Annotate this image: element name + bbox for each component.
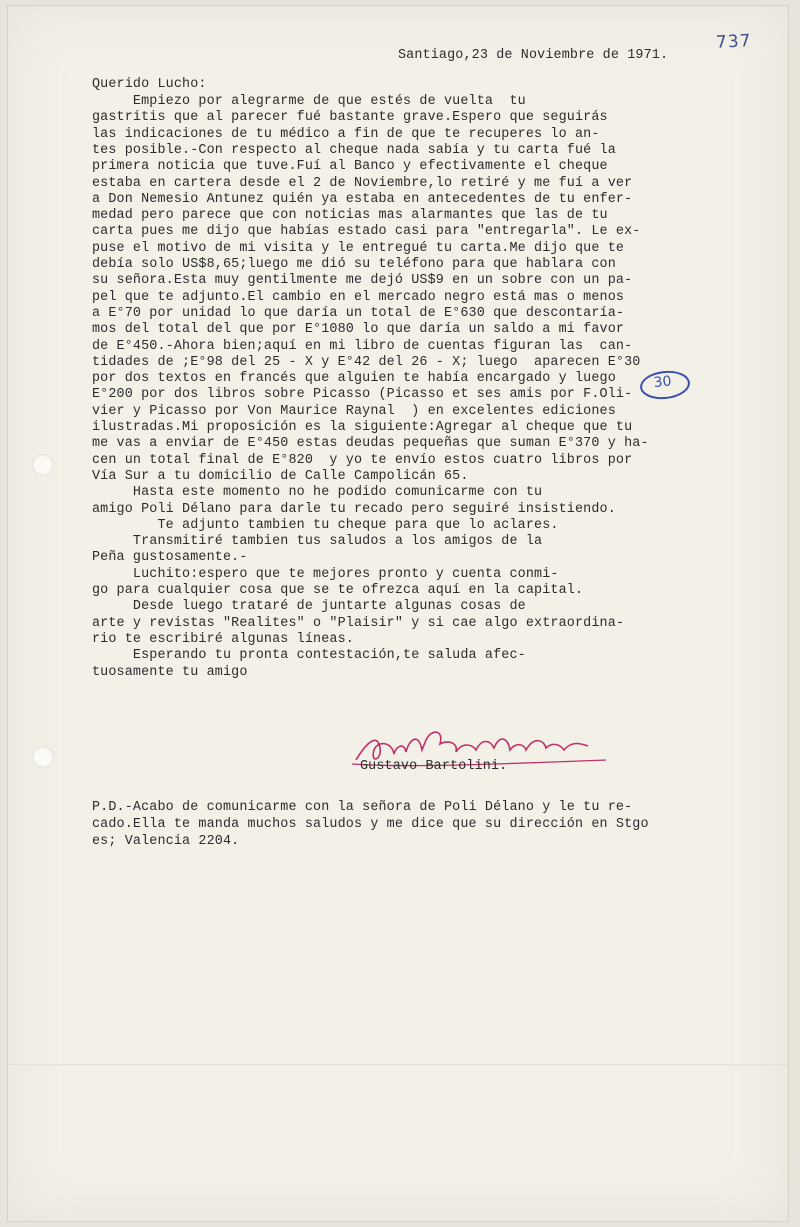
body-line: Esperando tu pronta contestación,te saluda afec- <box>92 648 526 664</box>
postscript-line: P.D.-Acabo de comunicarme con la señora de Poli Délano y le tu re- <box>92 800 633 815</box>
punch-hole <box>32 746 54 768</box>
body-line: tuosamente tu amigo <box>92 664 248 680</box>
body-line: Vía Sur a tu domicilio de Calle Campolicán 65. <box>92 468 469 484</box>
archive-number: 737 <box>715 31 752 53</box>
punch-hole <box>32 454 54 476</box>
body-line: tes posible.-Con respecto al cheque nada sabía y tu carta fué la <box>92 142 616 158</box>
body-line: E°200 por dos libros sobre Picasso (Picasso et ses amis por F.Oli- <box>92 387 633 403</box>
body-line: debía solo US$8,65;luego me dió su teléfono para que hablara con <box>92 257 616 272</box>
body-line: amigo Poli Délano para darle tu recado pero seguiré insistiendo. <box>92 501 616 517</box>
body-line: Empiezo por alegrarme de que estés de vuelta tu <box>92 94 526 109</box>
body-line: ilustradas.Mi proposición es la siguiente:Agregar al cheque que tu <box>92 420 633 435</box>
body-line: puse el motivo de mi visita y le entregué tu carta.Me dijo que te <box>92 240 625 256</box>
body-line: Te adjunto tambien tu cheque para que lo aclares. <box>92 517 559 533</box>
postscript-line: es; Valencia 2204. <box>92 834 240 849</box>
body-line: de E°450.-Ahora bien;aquí en mi libro de cuentas figuran las can- <box>92 338 633 354</box>
body-line: Hasta este momento no he podido comunicarme con tu <box>92 485 543 501</box>
body-line: por dos textos en francés que alguien te había encargado y luego <box>92 371 616 387</box>
body-line: vier y Picasso por Von Maurice Raynal ) en excelentes ediciones <box>92 403 616 419</box>
handwritten-note: 30 <box>652 373 673 392</box>
body-line: las indicaciones de tu médico a fin de que te recuperes lo an- <box>92 126 600 142</box>
salutation: Querido Lucho: <box>92 77 207 92</box>
body-line: arte y revistas "Realites" o "Plaisir" y si cae algo extraordina- <box>92 615 625 631</box>
body-line: me vas a enviar de E°450 estas deudas pequeñas que suman E°370 y ha- <box>92 436 649 452</box>
signature-name: Gustavo Bartolini. <box>360 759 508 774</box>
body-line: a Don Nemesio Antunez quién ya estaba en antecedentes de tu enfer- <box>92 191 633 207</box>
body-line: Peña gustosamente.- <box>92 550 248 566</box>
body-line: carta pues me dijo que habías estado casi para "entregarla". Le ex- <box>92 224 641 240</box>
postscript-line: cado.Ella te manda muchos saludos y me dice que su dirección en Stgo <box>92 817 649 832</box>
page-fold <box>8 1064 788 1066</box>
body-line: medad pero parece que con noticias mas alarmantes que las de tu <box>92 208 608 224</box>
body-line: Desde luego trataré de juntarte algunas cosas de <box>92 599 526 615</box>
letter-date: Santiago,23 de Noviembre de 1971. <box>398 48 669 63</box>
body-line: Transmitiré tambien tus saludos a los amigos de la <box>92 534 543 550</box>
body-line: gastritis que al parecer fué bastante grave.Espero que seguirás <box>92 110 608 126</box>
body-line: Luchito:espero que te mejores pronto y cuenta conmi- <box>92 566 559 582</box>
body-line: pel que te adjunto.El cambio en el mercado negro está mas o menos <box>92 289 625 305</box>
body-line: su señora.Esta muy gentilmente me dejó US$9 en un sobre con un pa- <box>92 273 633 289</box>
body-line: primera noticia que tuve.Fuí al Banco y efectivamente el cheque <box>92 159 608 175</box>
body-line: tidades de ;E°98 del 25 - X y E°42 del 26 - X; luego aparecen E°30 <box>92 354 641 370</box>
body-line: a E°70 por unidad lo que daría un total de E°630 que descontaría- <box>92 305 625 321</box>
body-line: go para cualquier cosa que se te ofrezca aquí en la capital. <box>92 583 584 598</box>
body-line: rio te escribiré algunas líneas. <box>92 631 354 647</box>
body-line: estaba en cartera desde el 2 de Noviembre,lo retiré y me fuí a ver <box>92 175 633 191</box>
body-line: cen un total final de E°820 y yo te envío estos cuatro libros por <box>92 452 633 468</box>
body-line: mos del total del que por E°1080 lo que daría un saldo a mi favor <box>92 322 625 338</box>
